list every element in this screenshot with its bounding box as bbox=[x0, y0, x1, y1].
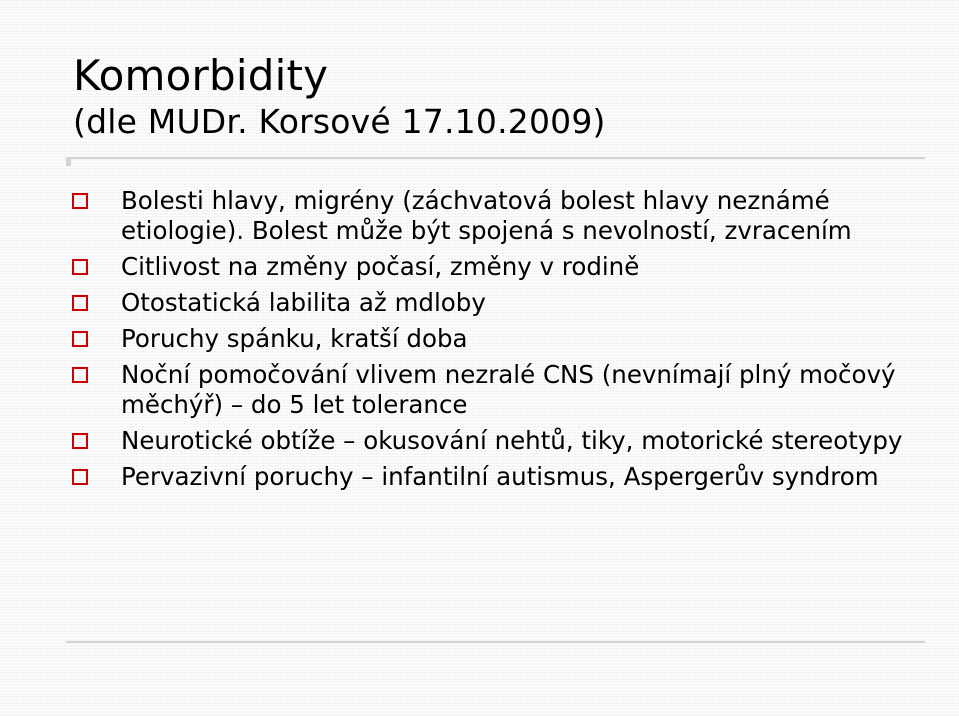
bullet-item bbox=[72, 324, 932, 354]
divider-accent bbox=[66, 158, 71, 166]
bullet-item bbox=[72, 252, 932, 282]
bullet-list bbox=[72, 186, 932, 498]
title-divider bbox=[66, 157, 925, 159]
footer-divider bbox=[66, 641, 925, 643]
bullet-text: Neurotické obtíže – okusování nehtů, tiky, motorické stereotypy bbox=[121, 426, 903, 455]
hollow-square-bullet-icon bbox=[72, 193, 88, 209]
bullet-item bbox=[72, 288, 932, 318]
title-main: Komorbidity bbox=[73, 51, 329, 100]
bullet-text: Poruchy spánku, kratší doba bbox=[121, 324, 468, 353]
bullet-text: Noční pomočování vlivem nezralé CNS (nevnímají plný močový měchýř) – do 5 let tolerance bbox=[121, 360, 896, 419]
slide-title bbox=[73, 50, 606, 141]
hollow-square-bullet-icon bbox=[72, 295, 88, 311]
title-subtitle: (dle MUDr. Korsové 17.10.2009) bbox=[73, 102, 606, 141]
bullet-text: Pervazivní poruchy – infantilní autismus, Aspergerův syndrom bbox=[121, 462, 879, 491]
hollow-square-bullet-icon bbox=[72, 469, 88, 485]
bullet-text: Bolesti hlavy, migrény (záchvatová bolest hlavy neznámé etiologie). Bolest může být spojená s nevolností, zvracením bbox=[121, 186, 852, 245]
hollow-square-bullet-icon bbox=[72, 433, 88, 449]
bullet-item bbox=[72, 360, 932, 420]
hollow-square-bullet-icon bbox=[72, 367, 88, 383]
bullet-item bbox=[72, 186, 932, 246]
bullet-item bbox=[72, 462, 932, 492]
hollow-square-bullet-icon bbox=[72, 259, 88, 275]
bullet-text: Otostatická labilita až mdloby bbox=[121, 288, 486, 317]
bullet-text: Citlivost na změny počasí, změny v rodině bbox=[121, 252, 640, 281]
bullet-item bbox=[72, 426, 932, 456]
hollow-square-bullet-icon bbox=[72, 331, 88, 347]
